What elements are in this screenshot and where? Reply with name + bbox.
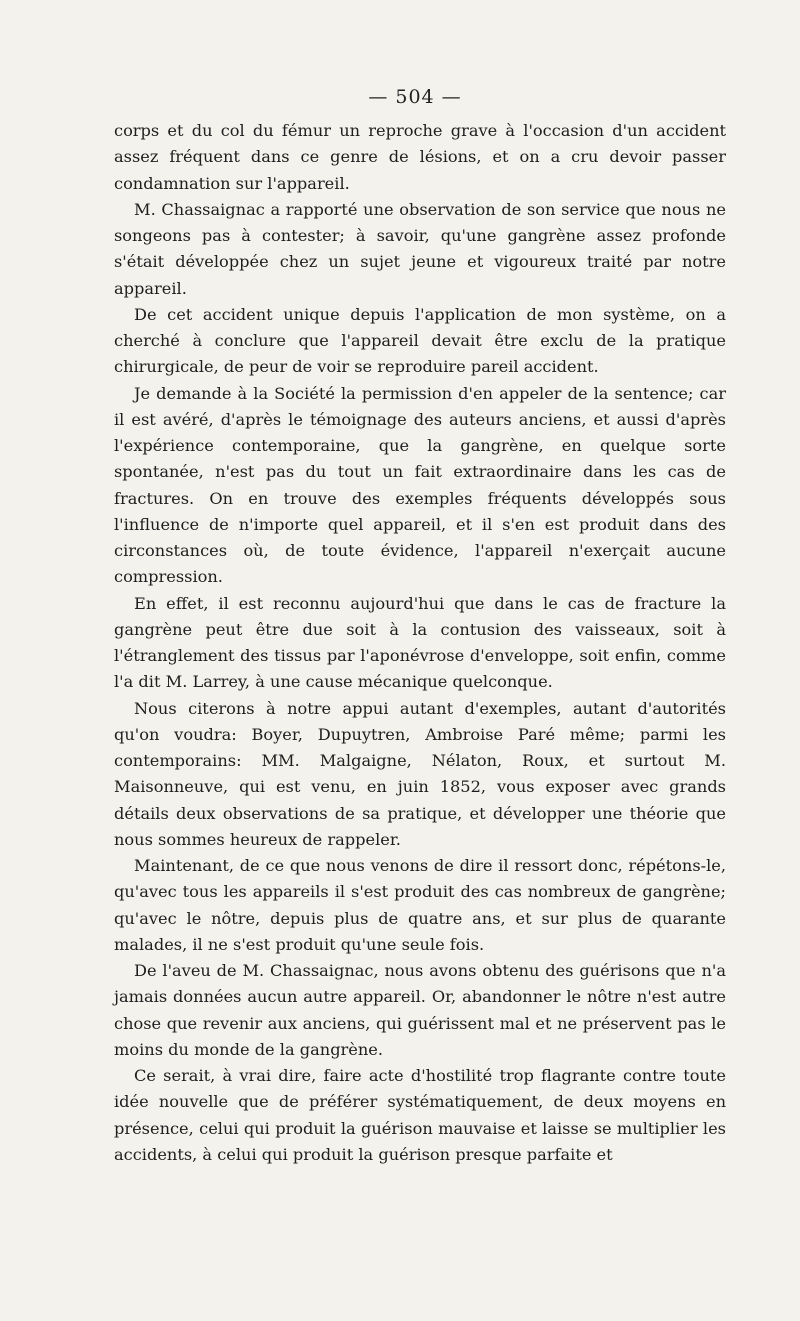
paragraph: Nous citerons à notre appui autant d'exemples, autant d'autorités qu'on voudra: Boyer, Dupuytren, Ambroise Paré même; parmi les contemporains: MM. Malgaigne, Nélaton, Roux, et surtout M. Maisonneuve, qui est venu, en juin 1852, vous exposer avec grands détails deux observations de sa pratique, et développer une théorie que nous sommes heureux de rappeler. bbox=[114, 698, 726, 849]
paragraph: De cet accident unique depuis l'application de mon système, on a cherché à conclure que l'appareil devait être exclu de la pratique chirurgicale, de peur de voir se reproduire pareil accident. bbox=[114, 304, 726, 377]
paragraph: M. Chassaignac a rapporté une observation de son service que nous ne songeons pas à contester; à savoir, qu'une gangrène assez profonde s'était développée chez un sujet jeune et vigoureux traité par notre appareil. bbox=[114, 199, 726, 298]
page-number: — 504 — bbox=[368, 86, 462, 108]
paragraph: corps et du col du fémur un reproche grave à l'occasion d'un accident assez fréquent dans ce genre de lésions, et on a cru devoir passer condamnation sur l'appareil. bbox=[114, 121, 726, 193]
paragraph: Je demande à la Société la permission d'en appeler de la sentence; car il est avéré, d'après le témoignage des auteurs anciens, et aussi d'après l'expérience contemporaine, que la gangrène, en quelque sorte spontanée, n'est pas du tout un fait extraordinaire dans les cas de fractures. On en trouve des exemples fréquents développés sous l'influence de n'importe quel appareil, et il s'en est produit dans des circonstances où, de toute évidence, l'appareil n'exerçait aucune compression. bbox=[114, 383, 726, 587]
paragraph: De l'aveu de M. Chassaignac, nous avons obtenu des guérisons que n'a jamais données aucun autre appareil. Or, abandonner le nôtre n'est autre chose que revenir aux anciens, qui guérissent mal et ne préservent pas le moins du monde de la gangrène. bbox=[114, 961, 726, 1059]
paragraph: Maintenant, de ce que nous venons de dire il ressort donc, répétons-le, qu'avec tous les appareils il s'est produit des cas nombreux de gangrène; qu'avec le nôtre, depuis plus de quatre ans, et sur plus de quarante malades, il ne s'est produit qu'une seule fois. bbox=[114, 856, 726, 954]
paragraph: En effet, il est reconnu aujourd'hui que dans le cas de fracture la gangrène peut être due soit à la contusion des vaisseaux, soit à l'étranglement des tissus par l'aponévrose d'enveloppe, soit enfin, comme l'a dit M. Larrey, à une cause mécanique quelconque. bbox=[114, 593, 726, 692]
paragraph: Ce serait, à vrai dire, faire acte d'hostilité trop flagrante contre toute idée nouvelle que de préférer systématiquement, de deux moyens en présence, celui qui produit la guérison mauvaise et laisse se multiplier les accidents, à celui qui produit la guérison presque parfaite et bbox=[114, 1066, 726, 1164]
body-text bbox=[114, 118, 726, 1168]
